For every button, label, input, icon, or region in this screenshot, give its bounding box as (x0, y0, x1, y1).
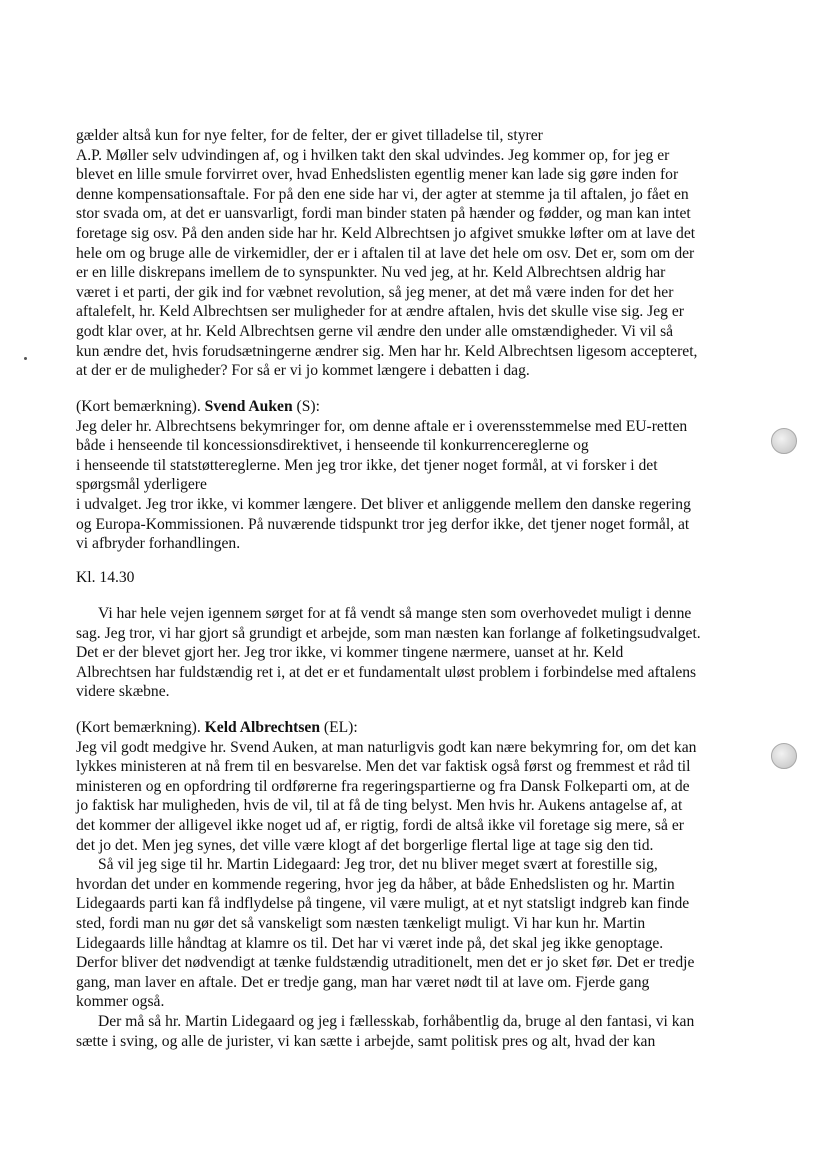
scan-speck (24, 357, 27, 360)
text-line: spørgsmål yderligere (76, 476, 207, 494)
text-line: gælder altså kun for nye felter, for de felter, der er givet tilladelse til, styrer (76, 127, 543, 144)
punch-hole-top (771, 428, 797, 454)
text-line: sætte i sving, og alle de jurister, vi kan sætte i arbejde, samt politisk pres og alt, hvad der kan (76, 1032, 656, 1050)
text-line: og Europa-Kommissionen. På nuværende tidspunkt tror jeg derfor ikke, det tjener noget formål, at (76, 515, 690, 533)
text-line: sted, fordi man nu gør det så vanskeligt som næsten tænkeligt muligt. Vi har kun hr. Martin (76, 914, 646, 932)
text-line: Derfor bliver det nødvendigt at tænke fuldstændig utraditionelt, men det er jo sket før. Det er tredje (76, 954, 695, 972)
text-line: Vi har hele vejen igennem sørget for at få vendt så mange sten som overhovedet muligt i denne (98, 605, 692, 622)
speech-continuation (76, 126, 766, 381)
remark-prefix: (Kort bemærkning). (76, 719, 205, 736)
speech-paragraph (76, 604, 766, 702)
text-line: Der må så hr. Martin Lidegaard og jeg i fællesskab, forhåbentlig da, bruge al den fantasi, vi kan (98, 1012, 695, 1030)
text-line: gang, man laver en aftale. Det er tredje gang, man har været nødt til at lave om. Fjerde gang (76, 973, 650, 991)
text-line: foretage sig osv. På den anden side har hr. Keld Albrechtsen jo afgivet smukke løfter om at lave det (76, 224, 696, 242)
text-line: jo faktisk har muligheden, hvis de vil, til at få de ting belyst. Men hvis hr. Aukens antagelse af, at (76, 797, 683, 815)
text-line: vi afbryder forhandlingen. (76, 535, 241, 553)
text-line: ministeren og en opfordring til ordførerne fra regeringspartierne og fra Dansk Folkeparti om, at de (76, 777, 690, 795)
text-line: Albrechtsen har fuldstændig ret i, at det er et fundamentalt uløst problem i forbindelse med aftalens (76, 663, 697, 681)
text-line: at der er de muligheder? For så er vi jo kommet længere i debatten i dag. (76, 362, 530, 380)
text-line: været i et parti, der gik ind for væbnet revolution, så jeg mener, at det må være inden for det her (76, 283, 674, 301)
text-line: A.P. Møller selv udvindingen af, og i hvilken takt den skal udvindes. Jeg kommer op, for jeg er (76, 146, 670, 164)
text-line: hvordan det under en kommende regering, hvor jeg da håber, at både Enhedslisten og hr. Martin (76, 875, 675, 893)
text-line: det kommer der alligevel ikke noget ud af, er rigtig, fordi de altså ikke vil foretage sig mere, så er (76, 816, 684, 834)
time-label: Kl. 14.30 (76, 569, 135, 586)
speaker-name: Svend Auken (204, 398, 293, 415)
punch-hole-bottom (771, 743, 797, 769)
remark-keld-albrechtsen (76, 718, 766, 1051)
text-line: aftalefelt, hr. Keld Albrechtsen ser muligheder for at ændre aftalen, hvis det skulle vise sig. Jeg er (76, 303, 684, 321)
text-line: lykkes ministeren at nå frem til en besvarelse. Men det var faktisk også først og fremmest et råd til (76, 758, 691, 776)
party-label: (S): (292, 398, 320, 415)
text-line: i udvalget. Jeg tror ikke, vi kommer længere. Det bliver et anliggende mellem den danske regering (76, 495, 691, 513)
text-line: videre skæbne. (76, 683, 170, 701)
remark-heading (76, 397, 766, 417)
text-line: er en lille diskrepans imellem de to synspunkter. Nu ved jeg, at hr. Keld Albrechtsen aldrig har (76, 264, 666, 282)
text-line: Det er der blevet gjort her. Jeg tror ikke, vi kommer tingene nærmere, uanset at hr. Keld (76, 644, 624, 662)
remark-heading (76, 718, 766, 738)
party-label: (EL): (320, 719, 358, 736)
text-line: Lidegaards lille håndtag at klamre os til. Det har vi været inde på, det skal jeg ikke genoptage. (76, 934, 664, 952)
time-stamp (76, 568, 766, 588)
text-line: stor svada om, at det er uansvarligt, fordi man binder staten på hænder og fødder, og man kan intet (76, 205, 691, 223)
text-line: Jeg vil godt medgive hr. Svend Auken, at man naturligvis godt kan nære bekymring for, om det kan (76, 738, 697, 756)
text-line: blevet en lille smule forvirret over, hvad Enhedslisten egentlig mener kan lade sig gøre inden for (76, 166, 679, 184)
remark-svend-auken (76, 397, 766, 554)
text-line: Så vil jeg sige til hr. Martin Lidegaard: Jeg tror, det nu bliver meget svært at forestille sig, (98, 856, 658, 874)
text-line: denne kompensationsaftale. For på den ene side har vi, der agter at stemme ja til aftalen, jo fået en (76, 185, 689, 203)
text-line: kun ændre det, hvis forudsætningerne ændrer sig. Men har hr. Keld Albrechtsen ligesom accepteret, (76, 342, 698, 360)
speaker-name: Keld Albrechtsen (204, 719, 321, 736)
text-line: godt klar over, at hr. Keld Albrechtsen gerne vil ændre den under alle omstændigheder. Vi vil så (76, 322, 674, 340)
text-line: i henseende til statstøttereglerne. Men jeg tror ikke, det tjener noget formål, at vi forsker i det (76, 456, 658, 474)
remark-prefix: (Kort bemærkning). (76, 398, 205, 415)
text-line: kommer også. (76, 993, 165, 1011)
text-line: både i henseende til koncessionsdirektivet, i henseende til konkurrencereglerne og (76, 437, 589, 455)
text-line: Lidegaards parti kan få indflydelse på tingene, vil være muligt, at et nyt statsligt indgreb kan finde (76, 895, 690, 913)
text-line: hele om og bruge alle de virkemidler, der er i aftalen til at lave det hele om osv. Det er, som om der (76, 244, 695, 262)
text-line: det jo det. Men jeg synes, det ville være klogt af det borgerlige flertal lige at tage sig den tid. (76, 836, 654, 854)
text-line: Jeg deler hr. Albrechtsens bekymringer for, om denne aftale er i overensstemmelse med EU-retten (76, 417, 688, 435)
text-line: sag. Jeg tror, vi har gjort så grundigt et arbejde, som man næsten kan forlange af folketingsudvalget. (76, 624, 701, 642)
